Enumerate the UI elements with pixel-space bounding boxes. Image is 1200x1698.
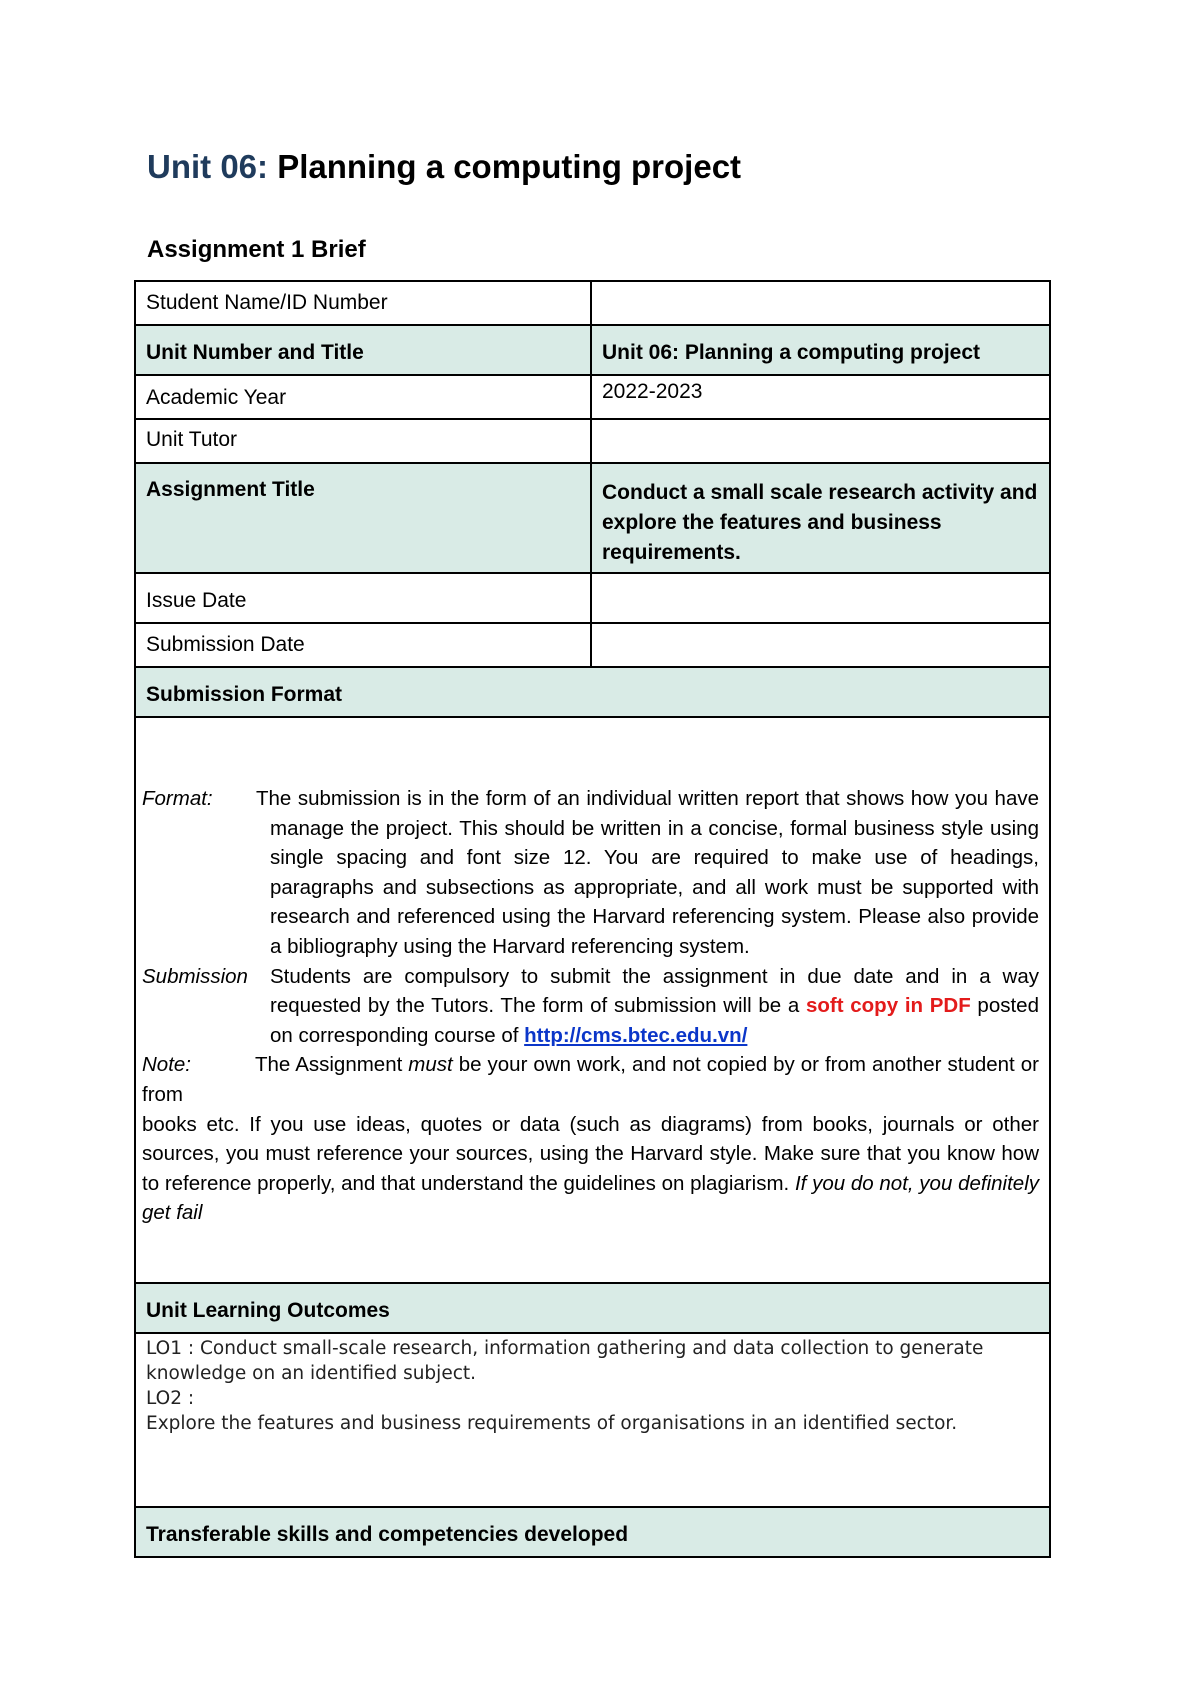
unit-name: Planning a computing project (277, 148, 742, 185)
student-value (591, 281, 1050, 325)
unit-number: Unit 06: (147, 148, 269, 185)
row-student (135, 281, 1050, 325)
format-paragraph (142, 784, 1039, 962)
note-text-1: The Assignment (255, 1053, 409, 1077)
assignment-brief-table (134, 280, 1051, 1558)
row-unit (135, 325, 1050, 375)
format-text: The submission is in the form of an individual written report that shows how you have manage the project. This should be written in a concise, formal business style using single spacing and font size 12. You are required to make use of headings, paragraphs and subsections as appropriate, and all work must be supported with research and referenced using the Harvard referencing system. Please also provide a bibliography using the Harvard referencing system. (256, 787, 1039, 958)
submission-date-label: Submission Date (135, 623, 591, 667)
note-continuation (142, 1110, 1039, 1228)
note-must: must (408, 1053, 453, 1077)
learning-outcomes-heading: Unit Learning Outcomes (135, 1283, 1050, 1333)
row-submission-format-heading (135, 667, 1050, 717)
issue-value (591, 573, 1050, 623)
submission-date-value (591, 623, 1050, 667)
tutor-value (591, 419, 1050, 463)
row-skills-heading (135, 1507, 1050, 1557)
assignment-label: Assignment Title (135, 463, 591, 573)
row-tutor (135, 419, 1050, 463)
note-warning: If you do not, you definitely get fail (142, 1171, 1039, 1225)
row-issue (135, 573, 1050, 623)
submission-highlight: soft copy in PDF (805, 994, 971, 1018)
submission-text (270, 962, 1039, 1051)
row-submission-format (135, 717, 1050, 1283)
year-label: Academic Year (135, 375, 591, 419)
note-paragraph (142, 1050, 1039, 1109)
tutor-label: Unit Tutor (135, 419, 591, 463)
unit-value: Unit 06: Planning a computing project (591, 325, 1050, 375)
submission-label: Submission (142, 964, 248, 988)
submission-format-cell (135, 717, 1050, 1283)
cms-link[interactable]: http://cms.btec.edu.vn/ (524, 1023, 748, 1047)
issue-label: Issue Date (135, 573, 591, 623)
note-text-2: be your own work, and not copied by or from another student or from (142, 1053, 1039, 1106)
submission-text-2: posted on corresponding course of (270, 994, 1039, 1047)
submission-text-1: Students are compulsory to submit the assignment in due date and in a way requested by the Tutors. The form of submission will be a (270, 964, 1039, 1018)
submission-paragraph (142, 962, 1039, 1051)
unit-title (147, 148, 741, 186)
student-label: Student Name/ID Number (135, 281, 591, 325)
learning-outcomes-cell (135, 1333, 1050, 1507)
row-assignment (135, 463, 1050, 573)
row-learning-outcomes (135, 1333, 1050, 1507)
brief-title: Assignment 1 Brief (147, 236, 366, 263)
lo2-label: LO2 : (146, 1388, 195, 1409)
row-submission-date (135, 623, 1050, 667)
format-label: Format: (142, 787, 213, 810)
assignment-value: Conduct a small scale research activity and explore the features and business requirements. (591, 463, 1050, 573)
row-year (135, 375, 1050, 419)
lo1-text: LO1 : Conduct small-scale research, information gathering and data collection to generate knowledge on an identified subject. (146, 1338, 984, 1384)
unit-label: Unit Number and Title (135, 325, 591, 375)
lo2-text: Explore the features and business requirements of organisations in an identified sector. (146, 1413, 958, 1434)
submission-format-heading: Submission Format (135, 667, 1050, 717)
note-text-3: books etc. If you use ideas, quotes or data (such as diagrams) from books, journals or other sources, you must reference your sources, using the Harvard style. Make sure that you know how to reference properly, and that understand the guidelines on plagiarism. (142, 1112, 1039, 1195)
year-value: 2022-2023 (591, 375, 1050, 419)
skills-heading: Transferable skills and competencies developed (135, 1507, 1050, 1557)
note-label: Note: (142, 1053, 191, 1077)
row-learning-outcomes-heading (135, 1283, 1050, 1333)
